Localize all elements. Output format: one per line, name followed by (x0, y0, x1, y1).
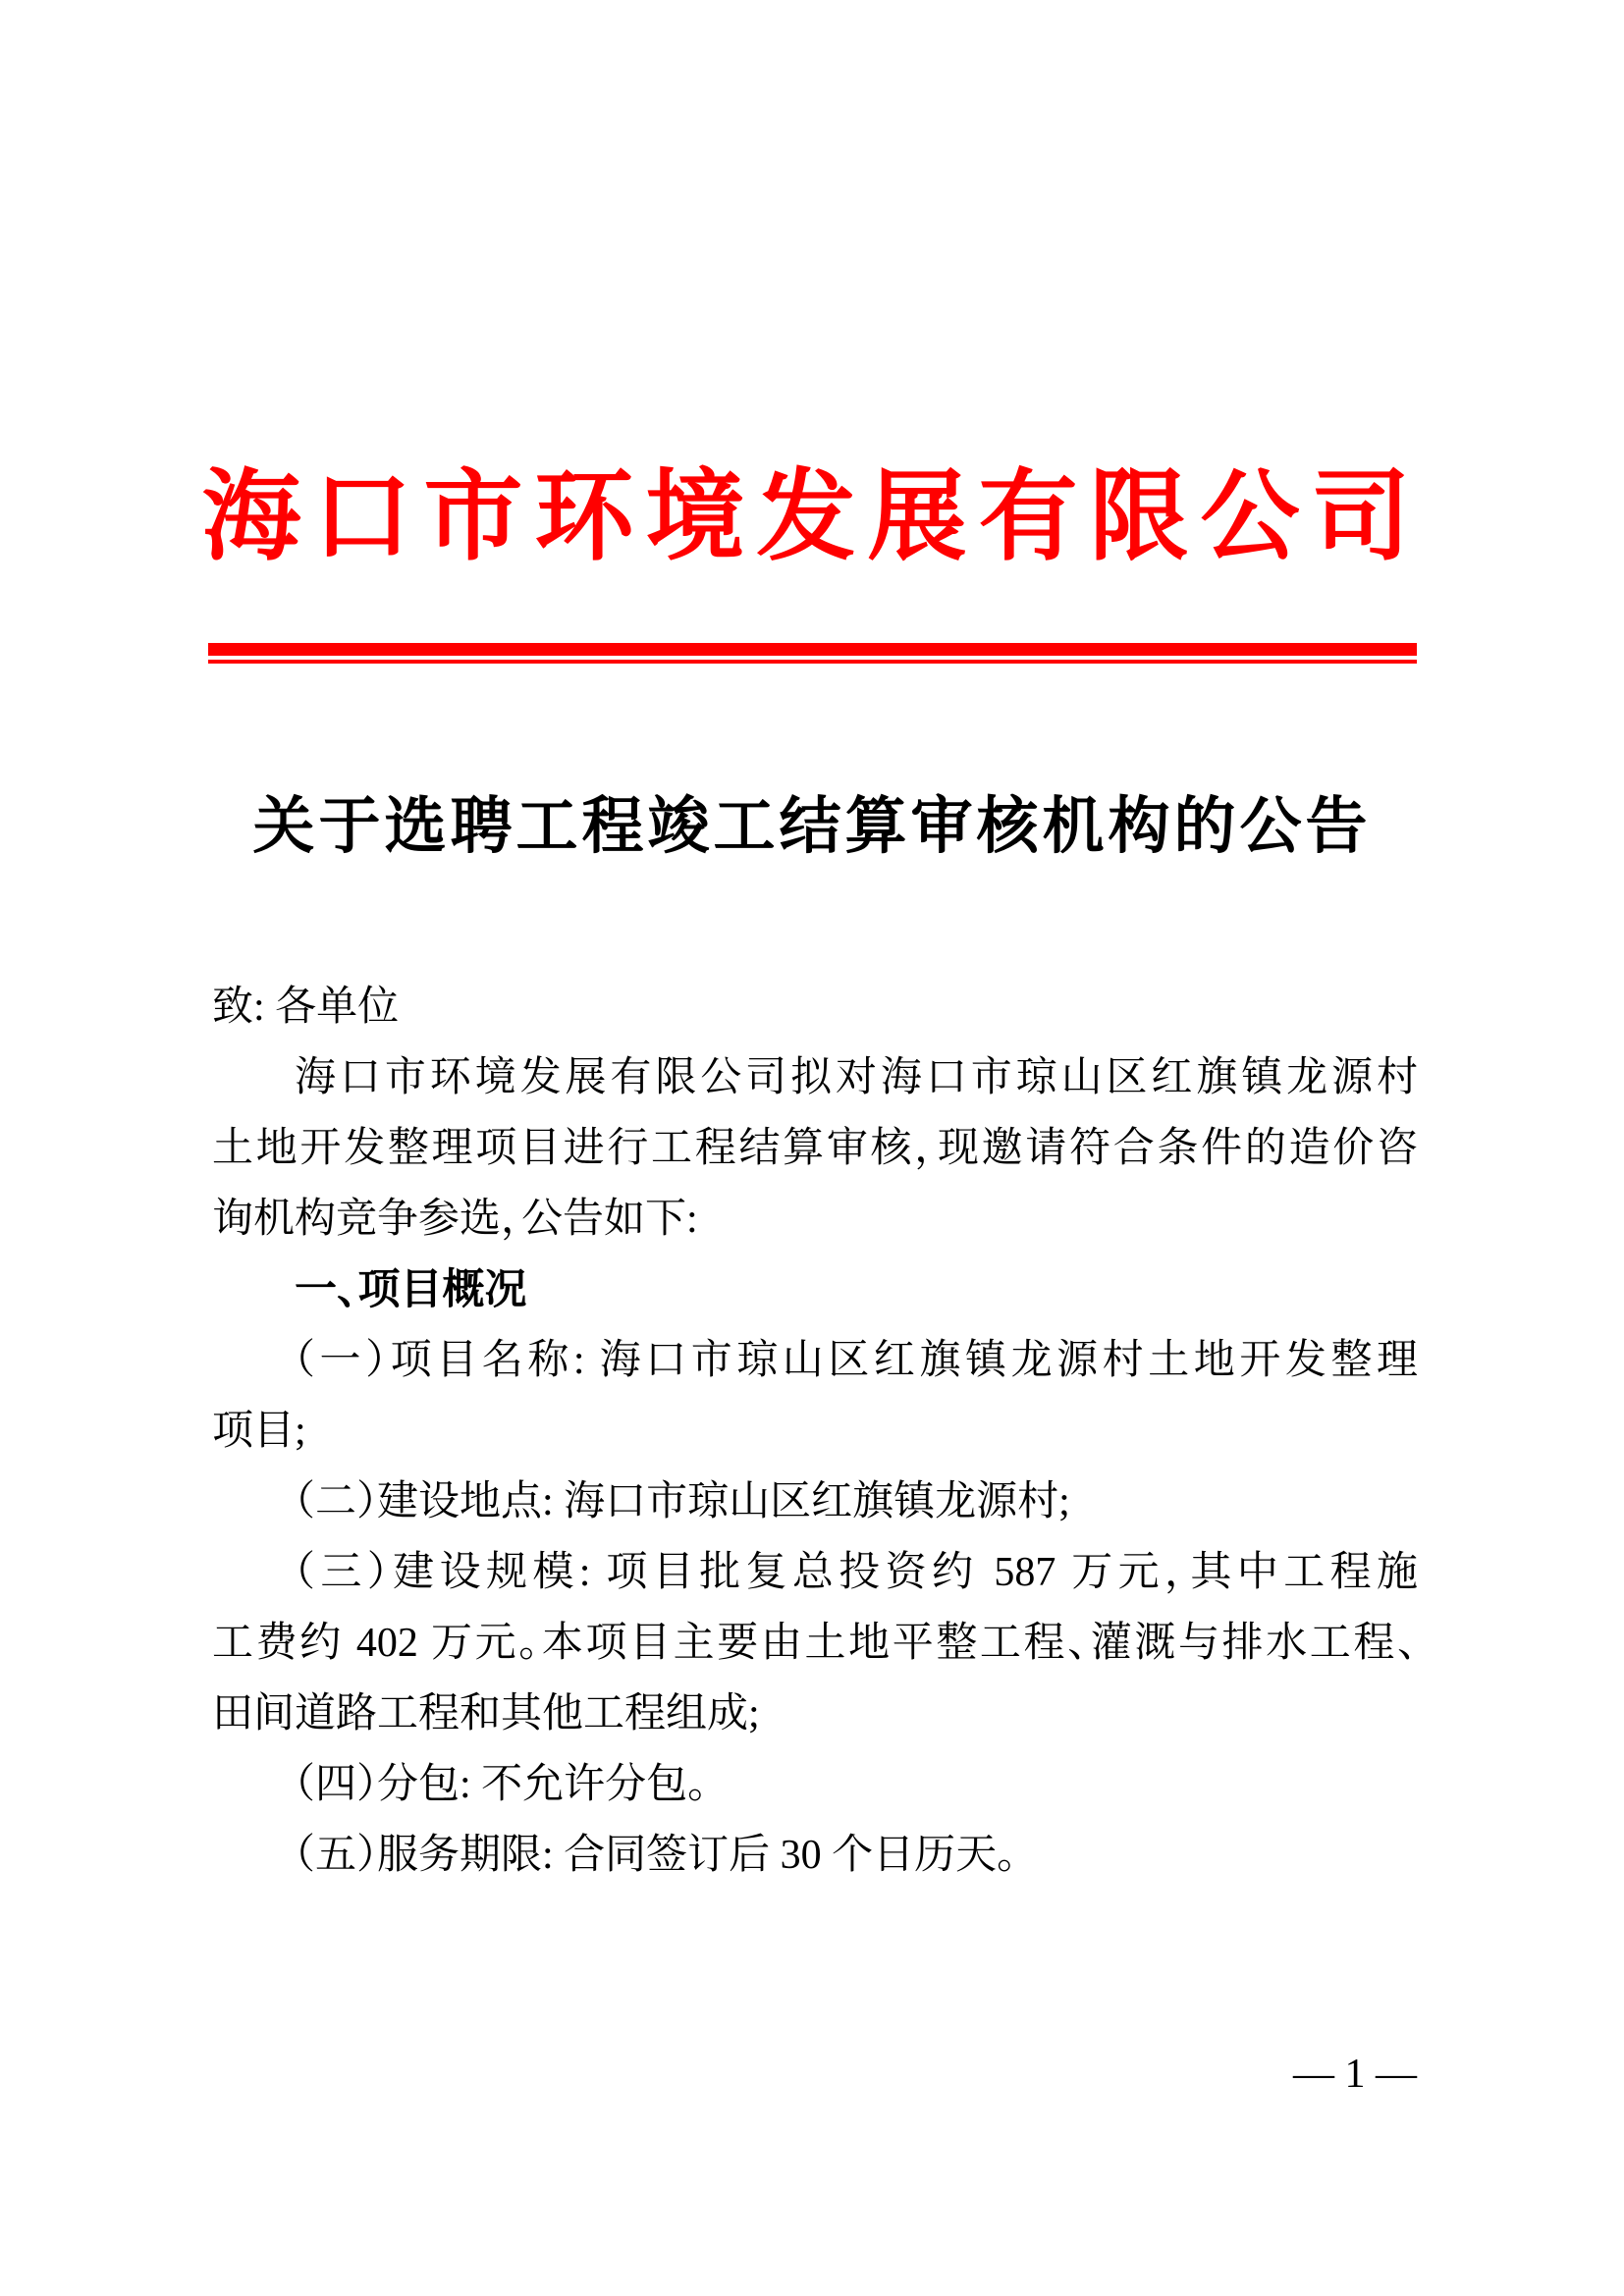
page-number: — 1 — (1293, 2052, 1417, 2097)
salutation-line: 致: 各单位 (212, 985, 400, 1030)
body-line: （四）分包: 不允许分包。 (295, 1762, 709, 1807)
section-heading: 一、项目概况 (295, 1266, 527, 1313)
letterhead-rule-thin (208, 660, 1417, 664)
body-line: （三）建设规模: 项目批复总投资约 587 万元，其中工程施 (295, 1550, 1418, 1595)
letterhead-rule-thick (208, 643, 1417, 656)
body-line: 土地开发整理项目进行工程结算审核，现邀请符合条件的造价咨 (212, 1126, 1418, 1171)
document-body (212, 972, 1418, 1891)
body-line: 工费约 402 万元。本项目主要由土地平整工程、灌溉与排水工程、 (212, 1621, 1418, 1666)
body-line: （五）服务期限: 合同签订后 30 个日历天。 (295, 1833, 1018, 1878)
body-line: 田间道路工程和其他工程组成; (212, 1691, 760, 1736)
body-line: 询机构竞争参选，公告如下: (212, 1197, 698, 1242)
letterhead-company-name: 海口市环境发展有限公司 (201, 462, 1423, 572)
body-line: 海口市环境发展有限公司拟对海口市琼山区红旗镇龙源村 (295, 1055, 1418, 1100)
body-line: 项目; (212, 1409, 306, 1454)
body-line: （一）项目名称: 海口市琼山区红旗镇龙源村土地开发整理 (295, 1338, 1418, 1383)
document-title: 关于选聘工程竣工结算审核机构的公告 (252, 792, 1372, 861)
body-line: （二）建设地点: 海口市琼山区红旗镇龙源村; (295, 1479, 1070, 1524)
